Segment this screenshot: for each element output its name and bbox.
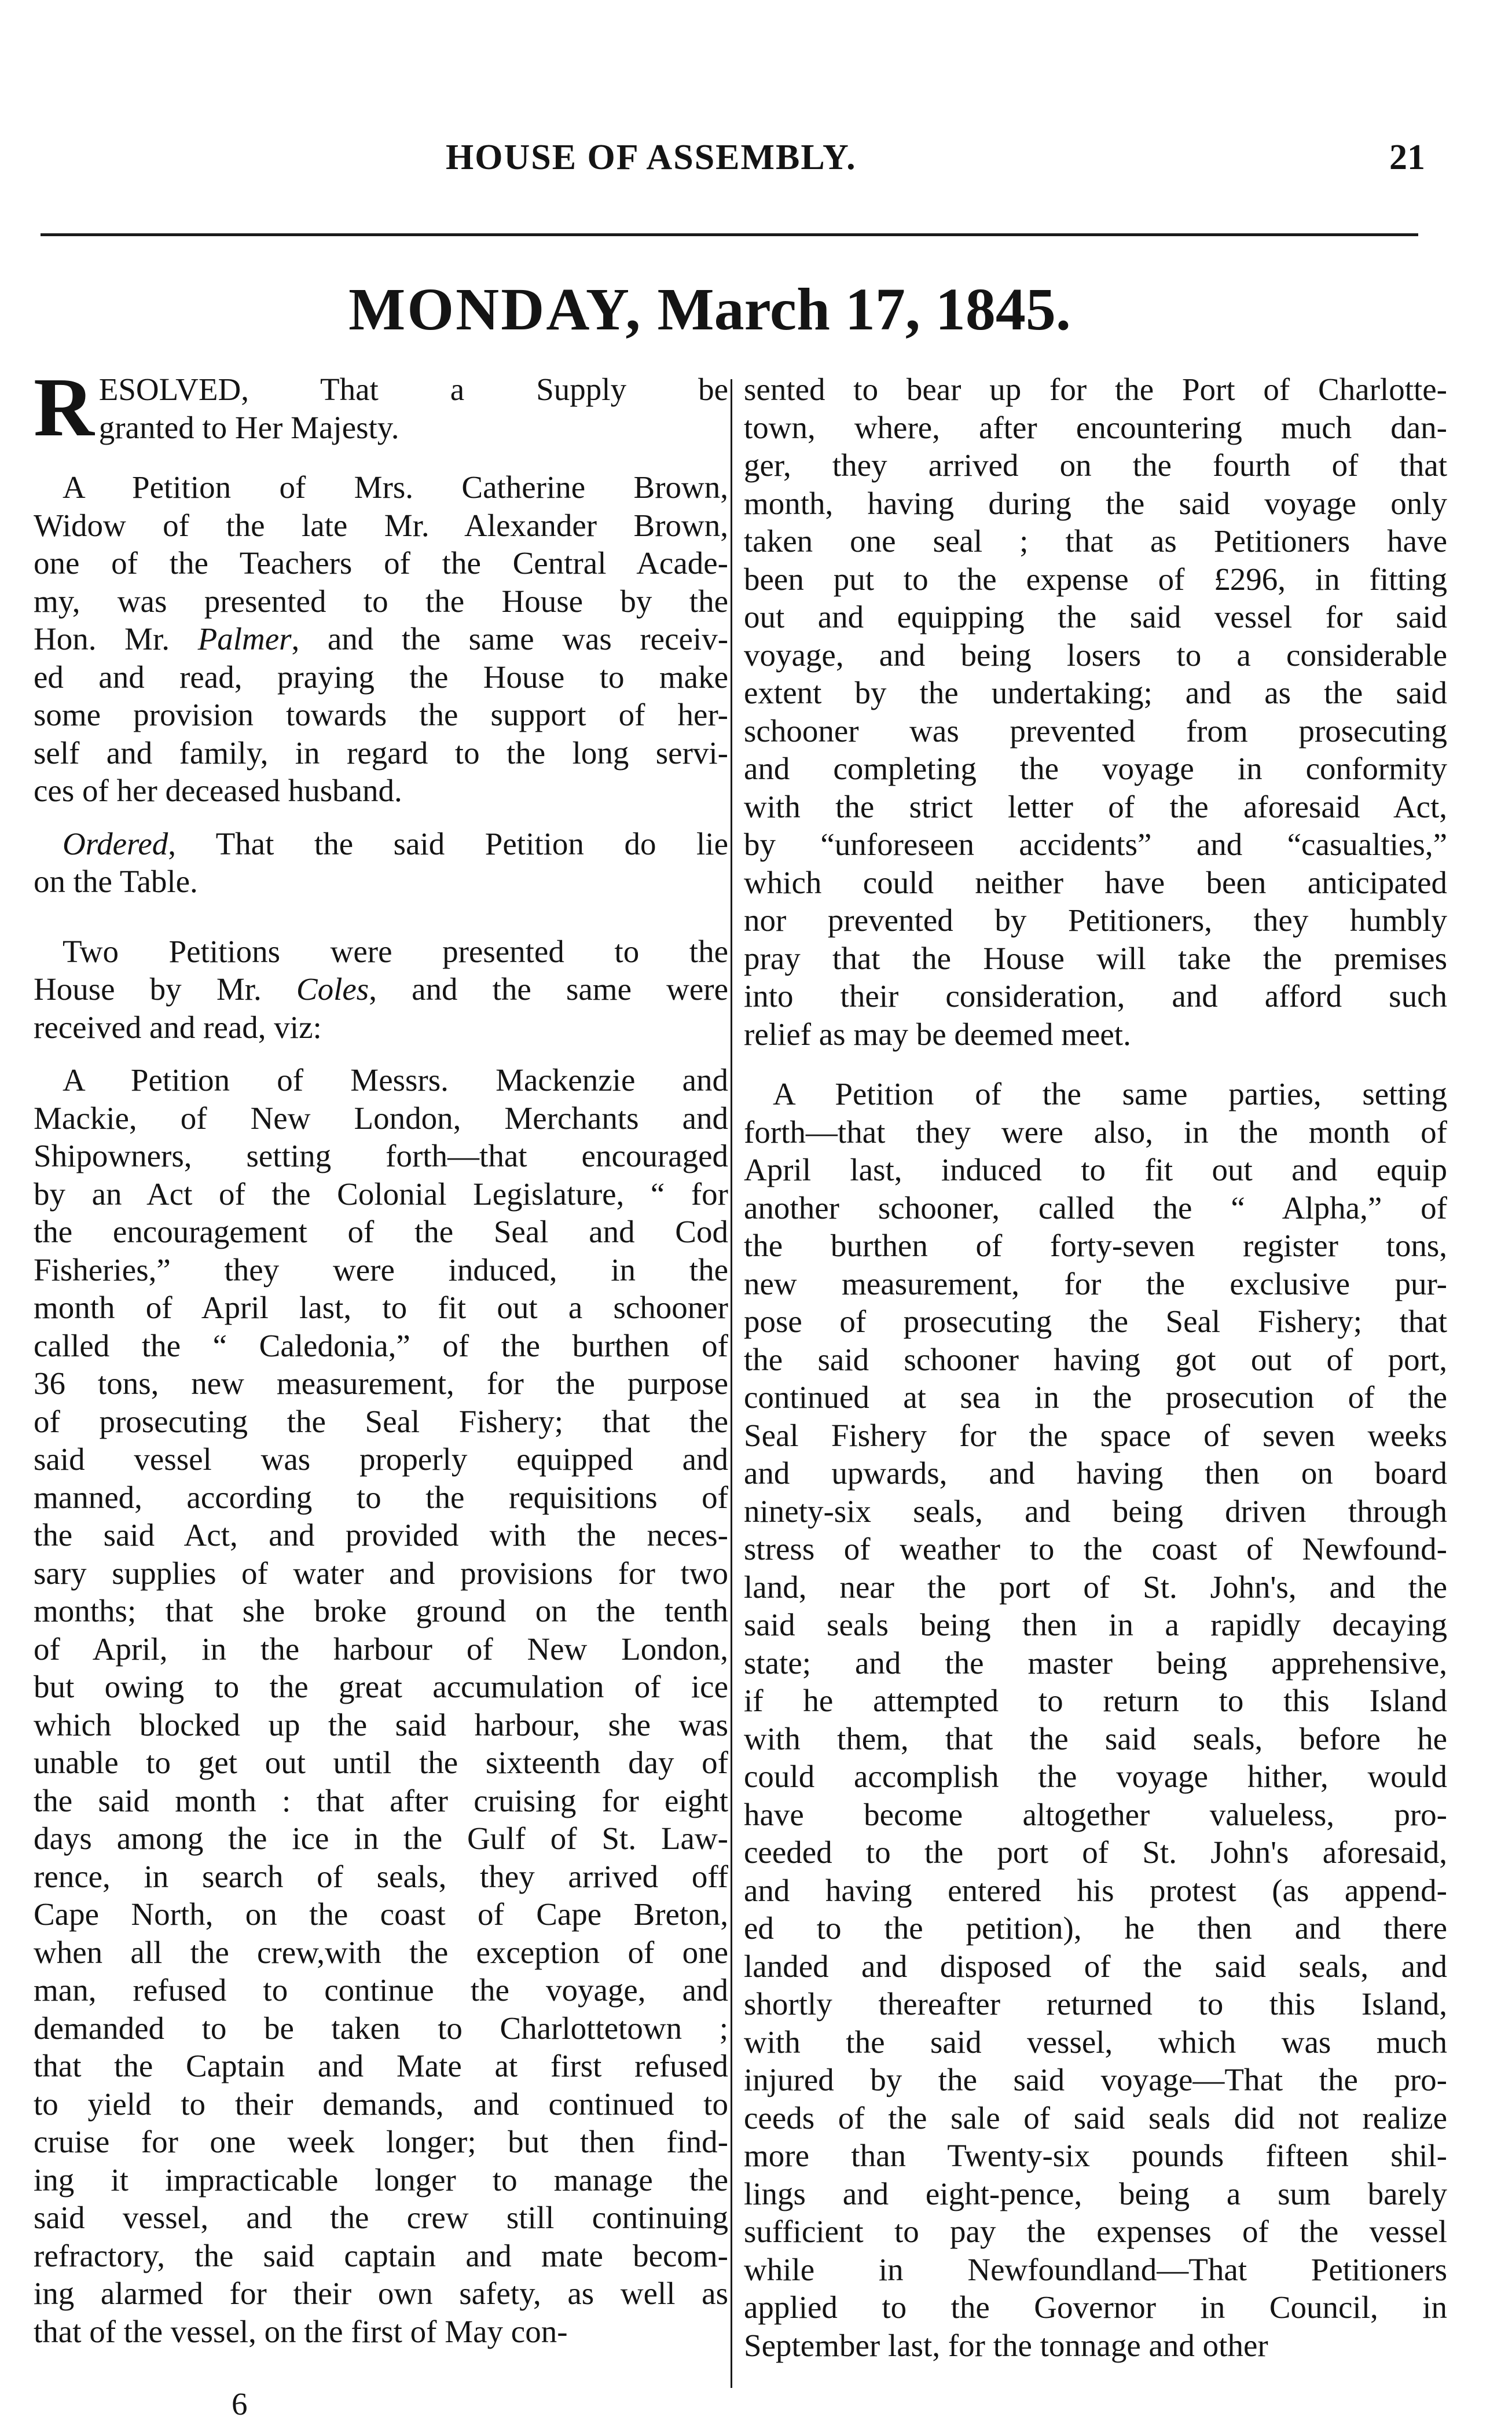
text-line: out and equipping the said vessel for said: [744, 599, 1447, 634]
date-heading-day: MONDAY,: [348, 276, 643, 343]
text-line: cruise for one week longer; but then find-: [34, 2124, 728, 2159]
text-line: rence, in search of seals, they arrived off: [34, 1858, 728, 1894]
text-line: granted to Her Majesty.: [98, 409, 399, 445]
text-line: with the said vessel, which was much: [744, 2024, 1447, 2060]
text-line: stress of weather to the coast of Newfound-: [744, 1531, 1447, 1566]
text-line: when all the crew,with the exception of one: [34, 1934, 728, 1970]
text-line: have become altogether valueless, pro-: [744, 1796, 1447, 1832]
text-line: if he attempted to return to this Island: [744, 1683, 1447, 1718]
text-line: the said schooner having got out of port,: [744, 1341, 1447, 1377]
text-line: pray that the House will take the premises: [744, 940, 1447, 976]
page-number: 21: [1389, 138, 1425, 177]
text-line: ed to the petition), he then and there: [744, 1910, 1447, 1946]
text-line: April last, induced to fit out and equip: [744, 1152, 1447, 1187]
text-line: the encouragement of the Seal and Cod: [34, 1214, 728, 1249]
text-line: Widow of the late Mr. Alexander Brown,: [34, 507, 728, 543]
running-head: [0, 134, 1512, 181]
continuation-paragraph: [744, 370, 1447, 1053]
text-line: Hon. Mr. Palmer, and the same was receiv-: [34, 621, 728, 656]
text-line: of April, in the harbour of New London,: [34, 1631, 728, 1667]
petition-alpha-paragraph: [744, 1075, 1447, 2364]
text-line: on the Table.: [34, 864, 198, 899]
text-line: but owing to the great accumulation of ice: [34, 1669, 728, 1704]
text-line: unable to get out until the sixteenth day of: [34, 1745, 728, 1780]
text-line: 36 tons, new measurement, for the purpose: [34, 1366, 728, 1401]
text-line: manned, according to the requisitions of: [34, 1479, 728, 1515]
text-line: with the strict letter of the aforesaid Act,: [744, 788, 1447, 824]
text-line: injured by the said voyage—That the pro-: [744, 2062, 1447, 2097]
drop-cap: R: [34, 361, 94, 454]
text-line: A Petition of Mrs. Catherine Brown,: [63, 469, 728, 505]
petition-brown-paragraph: [34, 468, 728, 810]
text-line: said seals being then in a rapidly decaying: [744, 1607, 1447, 1642]
paragraph-gap: [34, 446, 728, 468]
text-line: Seal Fishery for the space of seven weeks: [744, 1417, 1447, 1453]
text-line: received and read, viz:: [34, 1009, 322, 1045]
text-line: lings and eight-pence, being a sum barely: [744, 2175, 1447, 2211]
text-line: months; that she broke ground on the tenth: [34, 1593, 728, 1628]
text-line: while in Newfoundland—That Petitioners: [744, 2251, 1447, 2287]
right-column: [744, 370, 1447, 2364]
text-line: schooner was prevented from prosecuting: [744, 713, 1447, 749]
text-line: ninety-six seals, and being driven through: [744, 1493, 1447, 1529]
text-line: demanded to be taken to Charlottetown ;: [34, 2010, 728, 2046]
text-line: and having entered his protest (as append-: [744, 1872, 1447, 1908]
text-line: of prosecuting the Seal Fishery; that the: [34, 1403, 728, 1439]
text-line: ESOLVED, That a Supply be: [98, 372, 728, 407]
text-line: House by Mr. Coles, and the same were: [34, 971, 728, 1007]
text-line: month, having during the said voyage only: [744, 485, 1447, 521]
text-line: refractory, the said captain and mate becom-: [34, 2237, 728, 2273]
text-line: ger, they arrived on the fourth of that: [744, 447, 1447, 483]
text-line: landed and disposed of the said seals, and: [744, 1948, 1447, 1984]
text-line: could accomplish the voyage hither, would: [744, 1759, 1447, 1794]
text-line: some provision towards the support of her-: [34, 697, 728, 732]
text-line: pose of prosecuting the Seal Fishery; that: [744, 1304, 1447, 1339]
paragraph-gap: [744, 1053, 1447, 1075]
two-petitions-paragraph: [34, 933, 728, 1047]
text-line: which blocked up the said harbour, she was: [34, 1707, 728, 1742]
text-line: sented to bear up for the Port of Charlotte-: [744, 372, 1447, 407]
text-line: September last, for the tonnage and other: [744, 2327, 1268, 2363]
running-title: HOUSE OF ASSEMBLY.: [446, 138, 857, 177]
text-line: which could neither have been anticipated: [744, 864, 1447, 900]
text-line: self and family, in regard to the long servi-: [34, 735, 728, 771]
text-line: month of April last, to fit out a schooner: [34, 1290, 728, 1325]
text-line: state; and the master being apprehensive,: [744, 1645, 1447, 1681]
text-line: ceeds of the sale of said seals did not realize: [744, 2100, 1447, 2136]
text-line: the burthen of forty-seven register tons,: [744, 1228, 1447, 1263]
text-line: relief as may be deemed meet.: [744, 1016, 1131, 1052]
text-line: sufficient to pay the expenses of the vessel: [744, 2214, 1447, 2249]
text-line: the said Act, and provided with the neces-: [34, 1517, 728, 1553]
text-line: applied to the Governor in Council, in: [744, 2290, 1447, 2325]
text-line: called the “ Caledonia,” of the burthen of: [34, 1327, 728, 1363]
text-line: Shipowners, setting forth—that encouraged: [34, 1138, 728, 1173]
text-line: Mackie, of New London, Merchants and: [34, 1100, 728, 1136]
text-line: forth—that they were also, in the month of: [744, 1114, 1447, 1150]
signature-mark: 6: [232, 2386, 248, 2422]
text-line: Fisheries,” they were induced, in the: [34, 1252, 728, 1287]
text-line: taken one seal ; that as Petitioners have: [744, 523, 1447, 559]
text-line: ing alarmed for their own safety, as well as: [34, 2276, 728, 2311]
text-line: said vessel was properly equipped and: [34, 1441, 728, 1477]
ordered-paragraph: [34, 825, 728, 901]
text-line: ces of her deceased husband.: [34, 773, 402, 808]
text-line: continued at sea in the prosecution of the: [744, 1380, 1447, 1415]
text-line: said vessel, and the crew still continuing: [34, 2200, 728, 2235]
header-rule: [41, 233, 1418, 236]
paragraph-gap: [34, 810, 728, 825]
text-line: and completing the voyage in conformity: [744, 751, 1447, 786]
text-line: sary supplies of water and provisions for two: [34, 1555, 728, 1591]
paragraph-gap: [34, 901, 728, 933]
petition-mackenzie-paragraph: [34, 1061, 728, 2350]
text-line: shortly thereafter returned to this Island,: [744, 1986, 1447, 2022]
text-line: and upwards, and having then on board: [744, 1455, 1447, 1491]
text-line: land, near the port of St. John's, and the: [744, 1569, 1447, 1605]
text-line: the said month : that after cruising for eight: [34, 1782, 728, 1818]
text-line: town, where, after encountering much dan-: [744, 409, 1447, 445]
text-line: by “unforeseen accidents” and “casualties,”: [744, 827, 1447, 862]
paragraph-gap: [34, 1046, 728, 1061]
text-line: new measurement, for the exclusive pur-: [744, 1265, 1447, 1301]
column-divider: [731, 379, 732, 2388]
text-line: days among the ice in the Gulf of St. Law-: [34, 1821, 728, 1856]
text-line: Two Petitions were presented to the: [63, 933, 728, 969]
text-line: Cape North, on the coast of Cape Breton,: [34, 1896, 728, 1932]
text-line: voyage, and being losers to a considerable: [744, 637, 1447, 673]
text-line: into their consideration, and afford such: [744, 978, 1447, 1014]
text-line: man, refused to continue the voyage, and: [34, 1972, 728, 2008]
text-line: that the Captain and Mate at first refused: [34, 2048, 728, 2083]
text-line: ceeded to the port of St. John's aforesaid,: [744, 1835, 1447, 1870]
text-line: ed and read, praying the House to make: [34, 659, 728, 695]
text-line: A Petition of Messrs. Mackenzie and: [63, 1062, 728, 1098]
text-line: nor prevented by Petitioners, they humbly: [744, 903, 1447, 938]
text-line: A Petition of the same parties, setting: [773, 1076, 1447, 1111]
text-line: by an Act of the Colonial Legislature, “ for: [34, 1176, 728, 1212]
text-line: one of the Teachers of the Central Acade-: [34, 545, 728, 581]
text-line: been put to the expense of £296, in fitting: [744, 561, 1447, 597]
date-heading: [0, 272, 1419, 347]
text-line: with them, that the said seals, before he: [744, 1720, 1447, 1756]
text-line: another schooner, called the “ Alpha,” of: [744, 1190, 1447, 1226]
left-column: [34, 361, 728, 2350]
text-line: to yield to their demands, and continued to: [34, 2086, 728, 2122]
text-line: that of the vessel, on the first of May con-: [34, 2313, 568, 2349]
text-line: more than Twenty-six pounds fifteen shil-: [744, 2138, 1447, 2173]
text-line: extent by the undertaking; and as the said: [744, 675, 1447, 710]
text-line: Ordered, That the said Petition do lie: [63, 826, 728, 861]
text-line: ing it impracticable longer to manage the: [34, 2162, 728, 2197]
text-line: my, was presented to the House by the: [34, 583, 728, 619]
resolved-paragraph: [34, 361, 728, 454]
date-heading-date: March 17, 1845.: [657, 276, 1071, 343]
